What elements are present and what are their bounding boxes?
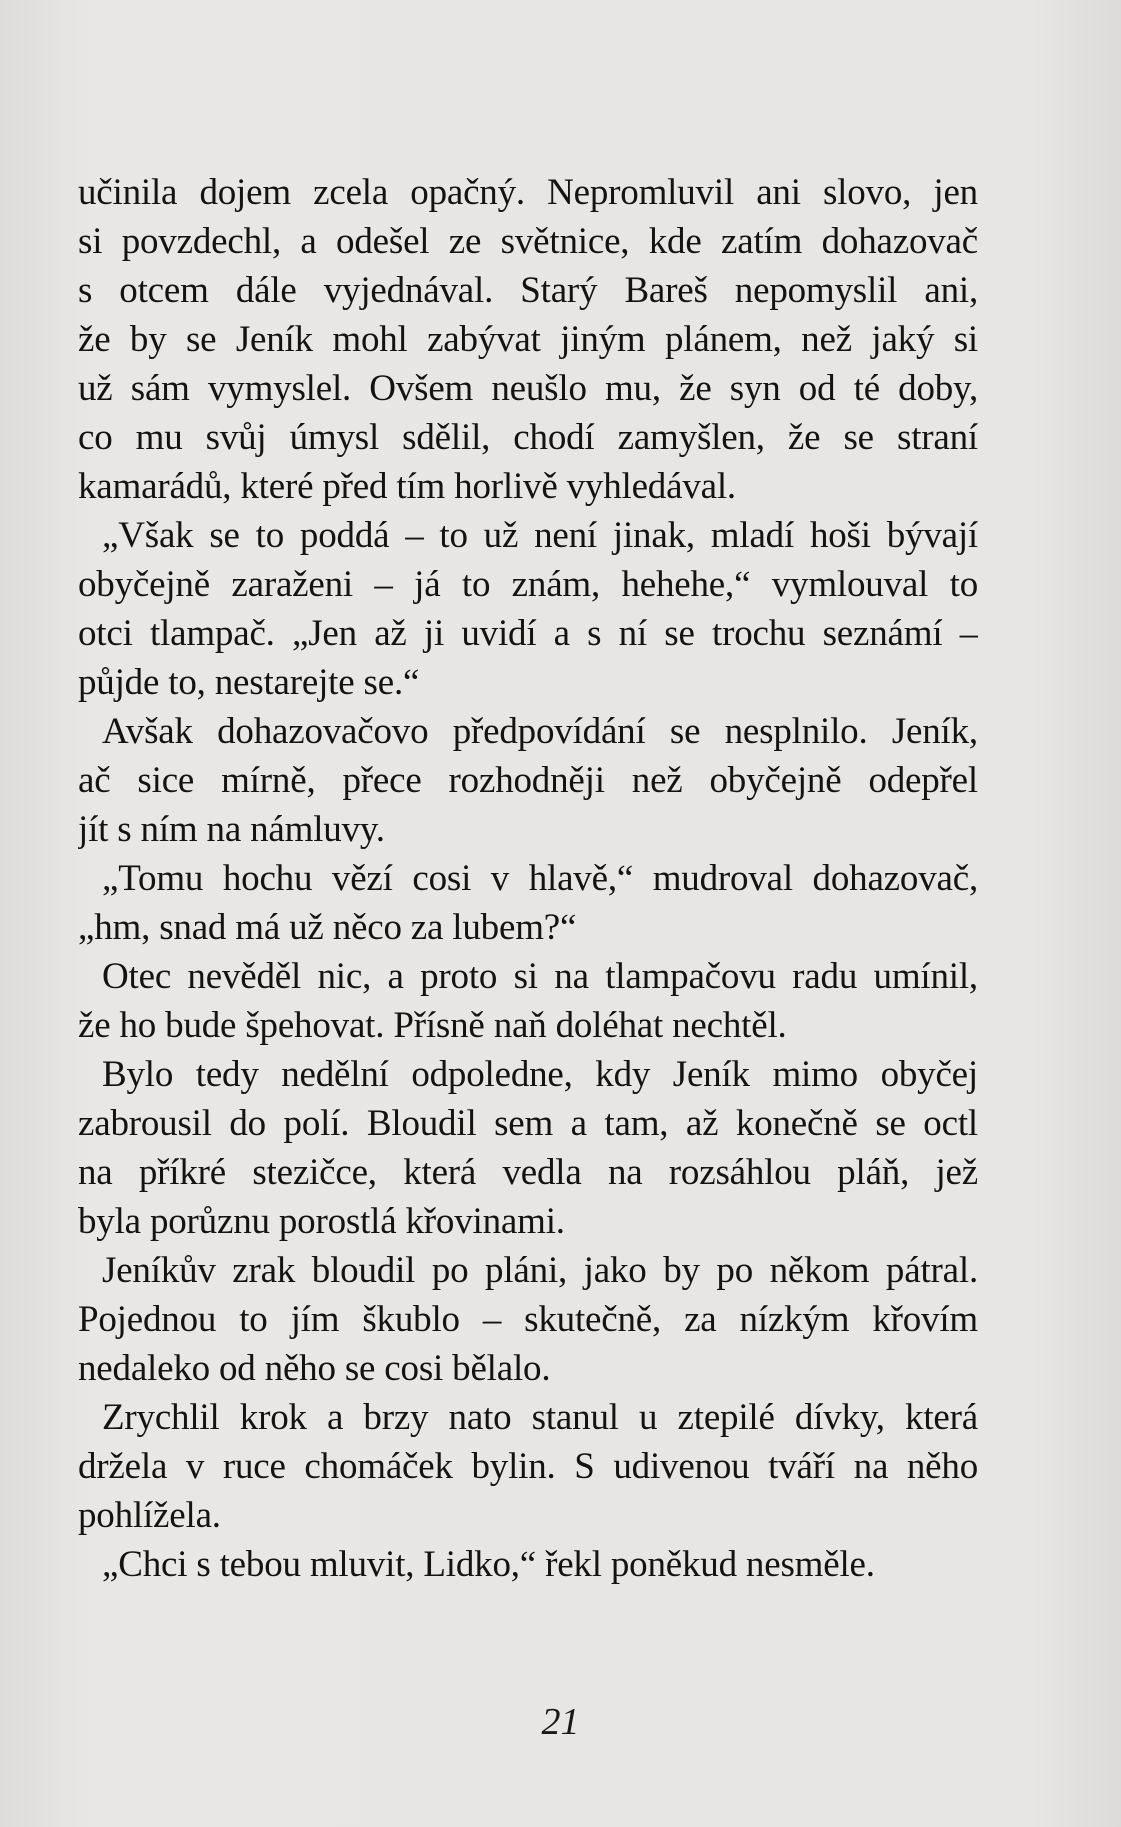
text-line: ač sice mírně, přece rozhodněji než obyčejně odepřel <box>78 760 978 801</box>
text-line: půjde to, nestarejte se.“ <box>78 662 420 703</box>
text-line: co mu svůj úmysl sdělil, chodí zamyšlen, že se straní <box>78 417 978 458</box>
text-line: pohlížela. <box>78 1495 221 1536</box>
text-line: na příkré stezičce, která vedla na rozsáhlou pláň, jež <box>78 1152 978 1193</box>
text-line: držela v ruce chomáček bylin. S udivenou tváří na něho <box>78 1446 978 1487</box>
text-line: si povzdechl, a odešel ze světnice, kde zatím dohazovač <box>78 221 978 262</box>
body-text <box>78 168 978 1589</box>
text-line: Pojednou to jím škublo – skutečně, za nízkým křovím <box>78 1299 978 1340</box>
text-line: zabrousil do polí. Bloudil sem a tam, až konečně se octl <box>78 1103 978 1144</box>
text-line: učinila dojem zcela opačný. Nepromluvil ani slovo, jen <box>78 172 978 213</box>
text-line: jít s ním na námluvy. <box>78 809 385 850</box>
page-number: 21 <box>541 1701 580 1743</box>
text-line: Avšak dohazovačovo předpovídání se nesplnilo. Jeník, <box>102 711 978 752</box>
text-line: už sám vymyslel. Ovšem neušlo mu, že syn od té doby, <box>78 368 978 409</box>
text-line: Bylo tedy nedělní odpoledne, kdy Jeník mimo obyčej <box>102 1054 978 1095</box>
text-line: „Však se to poddá – to už není jinak, mladí hoši bývají <box>102 515 978 556</box>
text-line: „Tomu hochu vězí cosi v hlavě,“ mudroval dohazovač, <box>102 858 978 899</box>
text-line: nedaleko od něho se cosi bělalo. <box>78 1348 551 1389</box>
text-line: otci tlampač. „Jen až ji uvidí a s ní se trochu seznámí – <box>78 613 978 654</box>
text-line: Otec nevěděl nic, a proto si na tlampačovu radu umínil, <box>102 956 978 997</box>
text-line: kamarádů, které před tím horlivě vyhledával. <box>78 466 736 507</box>
text-line: Zrychlil krok a brzy nato stanul u ztepilé dívky, která <box>102 1397 978 1438</box>
text-line: obyčejně zaraženi – já to znám, hehehe,“ vymlouval to <box>78 564 978 605</box>
text-line: Jeníkův zrak bloudil po pláni, jako by po někom pátral. <box>102 1250 978 1291</box>
text-line: byla porůznu porostlá křovinami. <box>78 1201 565 1242</box>
text-line: s otcem dále vyjednával. Starý Bareš nepomyslil ani, <box>78 270 978 311</box>
text-line: že by se Jeník mohl zabývat jiným plánem, než jaký si <box>78 319 978 360</box>
text-line: „hm, snad má už něco za lubem?“ <box>78 907 577 948</box>
text-line: „Chci s tebou mluvit, Lidko,“ řekl poněkud nesměle. <box>102 1544 875 1585</box>
text-line: že ho bude špehovat. Přísně naň doléhat nechtěl. <box>78 1005 787 1046</box>
